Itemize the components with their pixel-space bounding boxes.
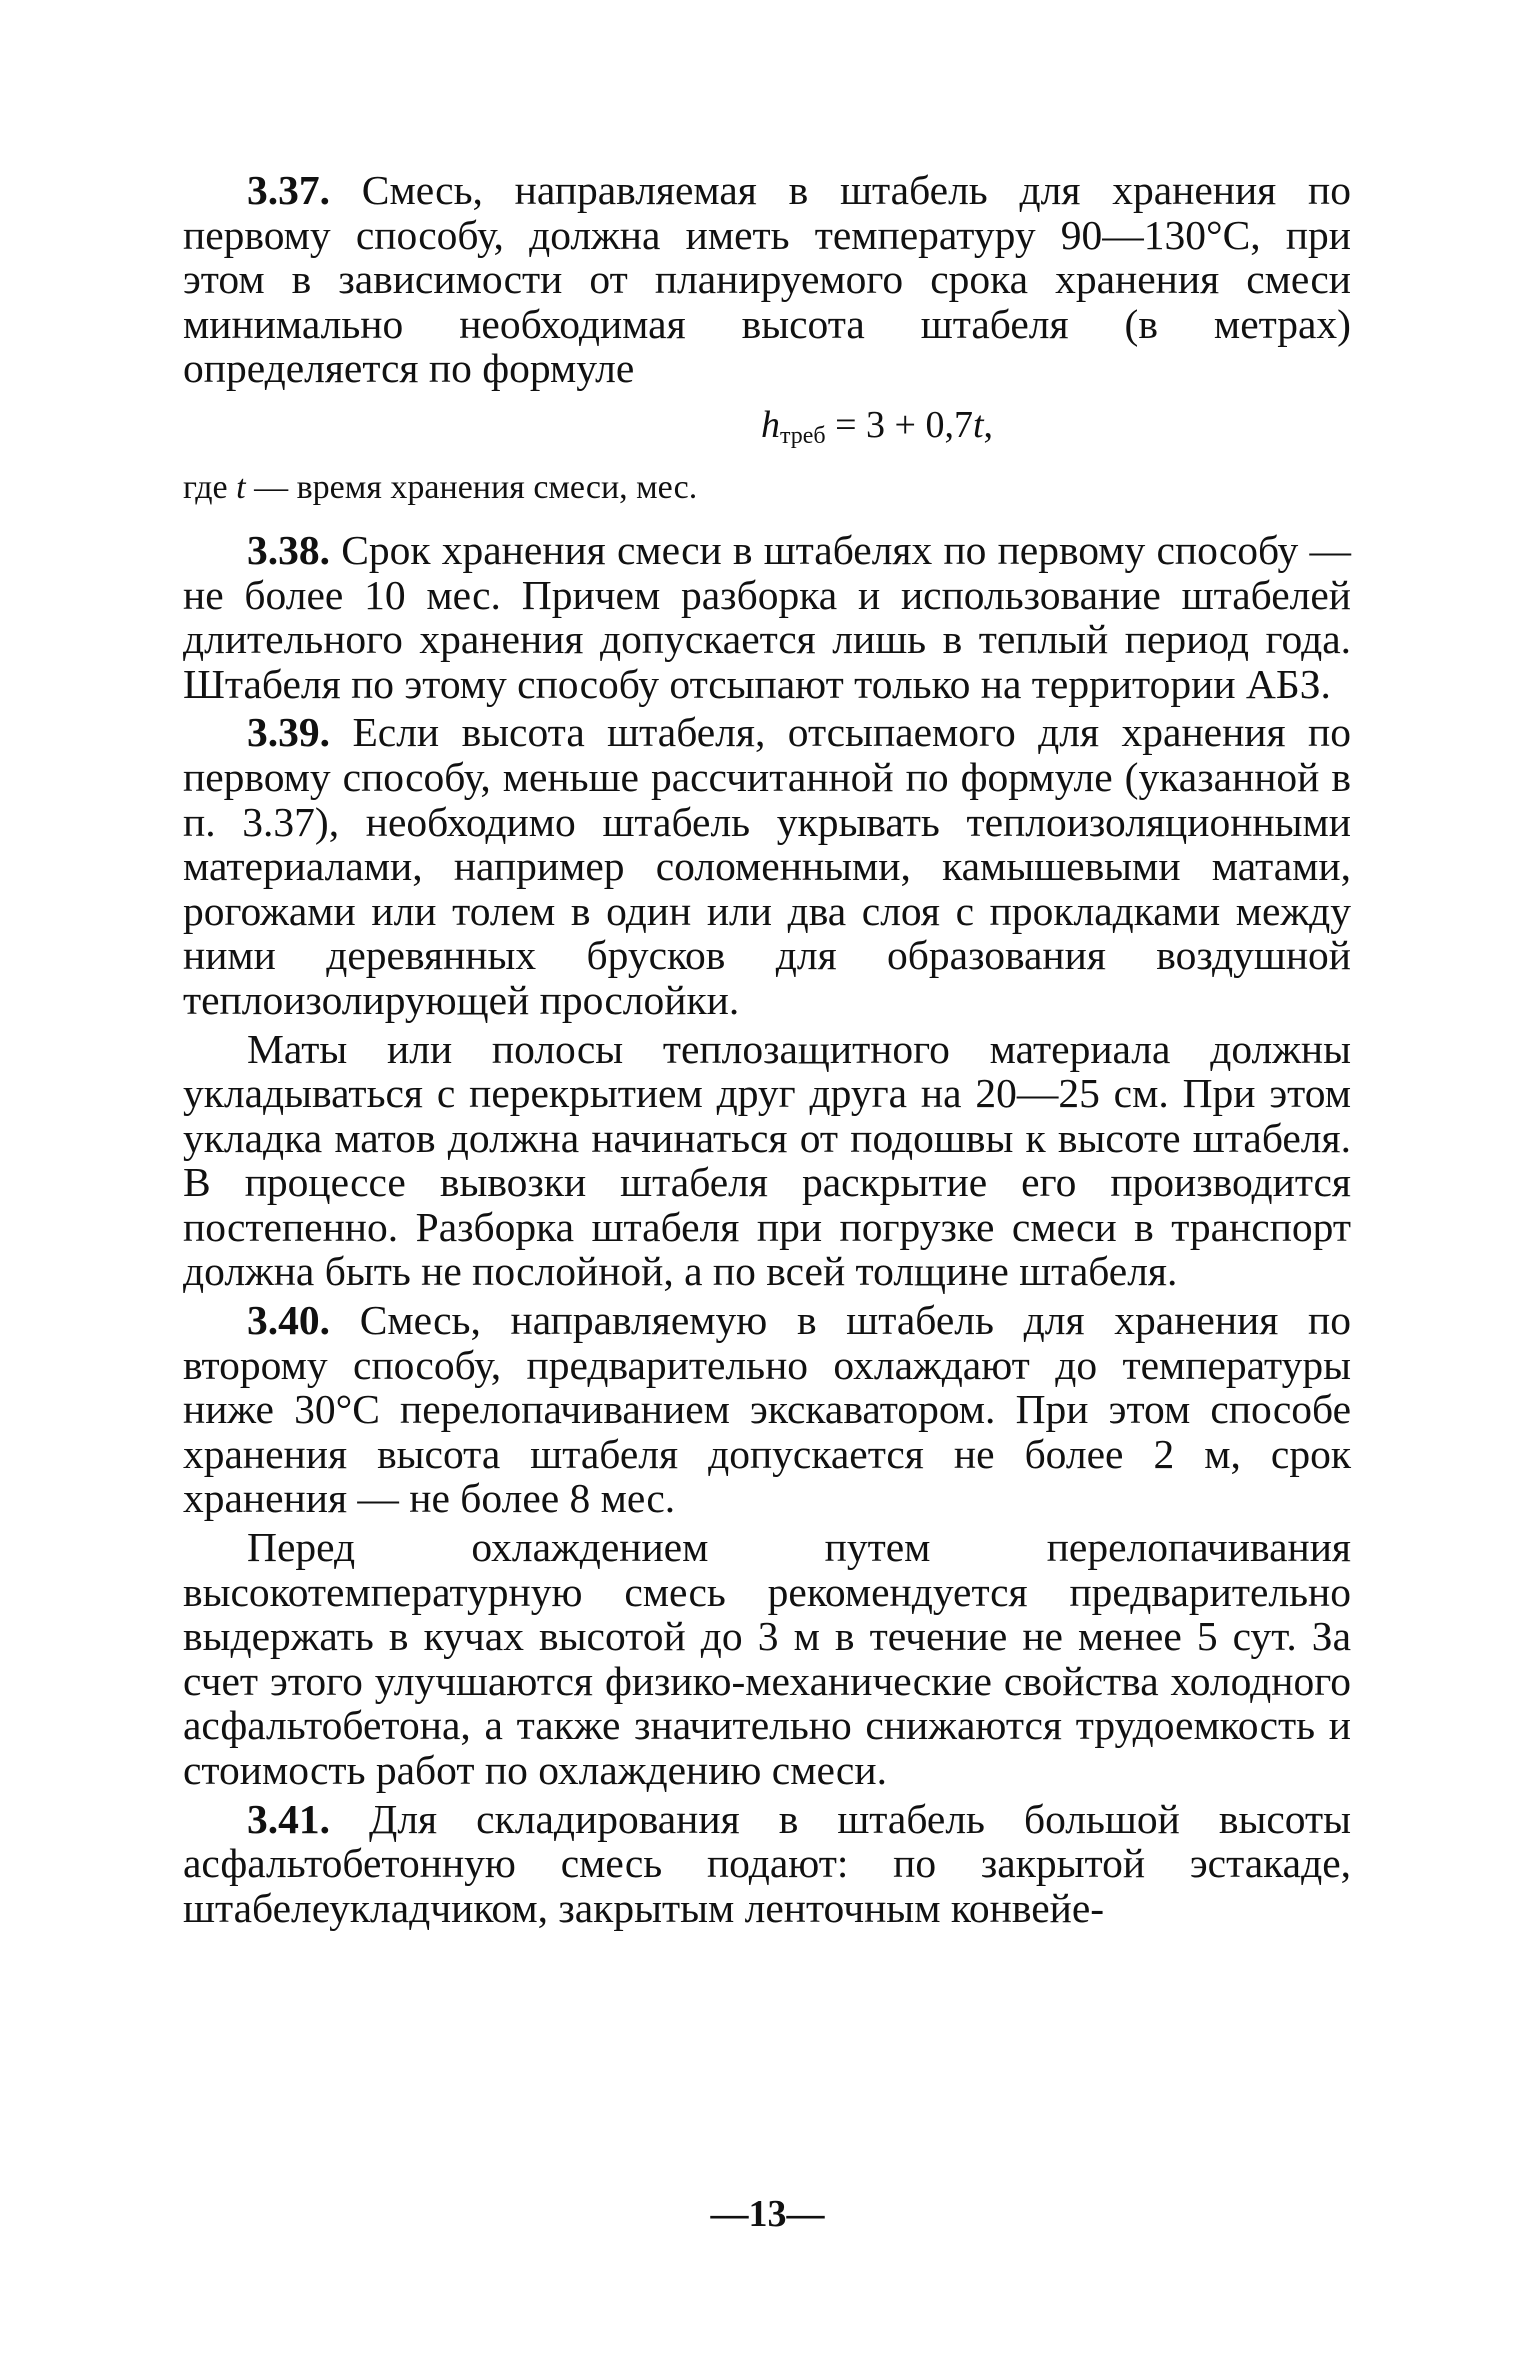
paragraph-number: 3.38. <box>247 526 330 573</box>
formula-rhs: = 3 + 0,7 <box>825 403 973 446</box>
paragraph-3-38 <box>183 528 1351 706</box>
paragraph-3-39-continued <box>183 1027 1351 1295</box>
formula-subscript: треб <box>779 422 826 449</box>
formula-tail: , <box>983 403 994 446</box>
paragraph-3-39 <box>183 710 1351 1022</box>
paragraph-text: Если высота штабеля, отсыпаемого для хранения по первому способу, меньше рассчитанной по формуле (указанной в п. 3.37), необходимо штабель укрывать теплоизоляционными материалами, например соломенными, камышевыми матами, рогожами или толем в один или два слоя с прокладками между ними деревянных брусков для образования воздушной теплоизолирующей прослойки. <box>183 709 1351 1023</box>
legend-variable: t <box>236 468 246 506</box>
paragraph-text: Срок хранения смеси в штабелях по первому способу — не более 10 мес. Причем разборка и использование штабелей длительного хранения допускается лишь в теплый период года. Штабеля по этому способу отсыпают только на территории АБЗ. <box>183 526 1351 707</box>
paragraph-text: Для складирования в штабель большой высоты асфальтобетонную смесь подают: по закрытой эстакаде, штабелеукладчиком, закрытым ленточным конвейе- <box>183 1795 1351 1931</box>
paragraph-text: Смесь, направляемую в штабель для хранения по второму способу, предварительно охлаждают до температуры ниже 30°C перелопачиванием экскаватором. При этом способе хранения высота штабеля допускается не более 2 м, срок хранения — не более 8 мес. <box>183 1297 1351 1522</box>
paragraph-number: 3.37. <box>247 167 330 213</box>
page-body <box>183 168 1351 1934</box>
formula-t: t <box>972 403 984 446</box>
legend-prefix: где <box>183 468 237 506</box>
paragraph-3-37 <box>183 168 1351 391</box>
paragraph-number: 3.39. <box>247 709 330 756</box>
paragraph-text: Перед охлаждением путем перелопачивания высокотемпературную смесь рекомендуется предварительно выдержать в кучах высотой до 3 м в течение не менее 5 сут. За счет этого улучшаются физико-механические свойства холодного асфальтобетона, а также значительно снижаются трудоемкость и стоимость работ по охлаждению смеси. <box>183 1524 1351 1793</box>
formula-legend <box>183 466 1351 510</box>
formula <box>183 401 1351 460</box>
paragraph-number: 3.41. <box>247 1795 330 1842</box>
paragraph-3-40 <box>183 1298 1351 1521</box>
paragraph-number: 3.40. <box>247 1297 330 1344</box>
paragraph-3-40-continued <box>183 1525 1351 1793</box>
paragraph-text: Маты или полосы теплозащитного материала должны укладываться с перекрытием друг друга на 20—25 см. При этом укладка матов должна начинаться от подошвы к высоте штабеля. В процессе вывозки штабеля раскрытие его производится постепенно. Разборка штабеля при погрузке смеси в транспорт должна быть не послойной, а по всей толщине штабеля. <box>183 1025 1351 1295</box>
formula-variable: h <box>760 403 780 446</box>
paragraph-text: Смесь, направляемая в штабель для хранения по первому способу, должна иметь температуру 90—130°C, при этом в зависимости от планируемого срока хранения смеси минимально необходимая высота штабеля (в метрах) определяется по формуле <box>183 167 1351 392</box>
paragraph-3-41 <box>183 1797 1351 1931</box>
legend-text: — время хранения смеси, мес. <box>245 468 698 506</box>
page-number: —13— <box>710 2193 825 2235</box>
